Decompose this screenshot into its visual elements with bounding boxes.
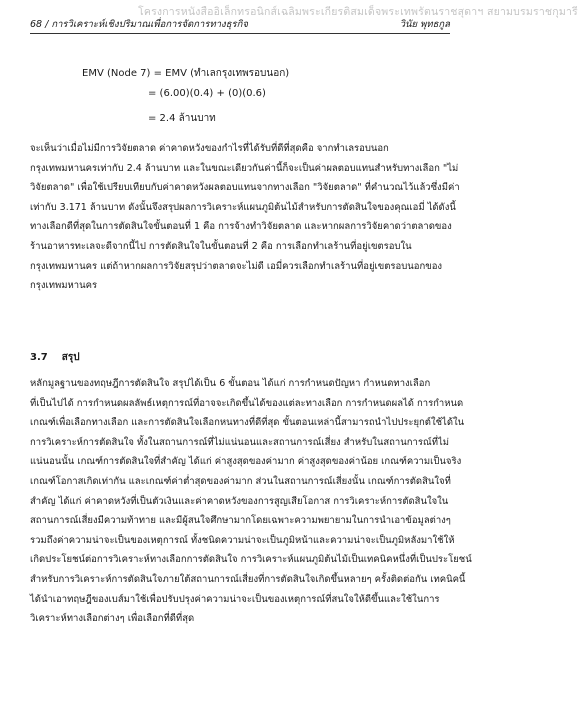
paragraph-line: ทางเลือกดีที่สุดในการตัดสินใจขั้นตอนที่ 1 คือ การจ้างทำวิจัยตลาด และหากผลการวิจัยคาดว่าตลาดของ bbox=[30, 221, 452, 233]
paragraph-line: จะเห็นว่าเมื่อไม่มีการวิจัยตลาด ค่าคาดหวังของกำไรที่ได้รับที่ดีที่สุดคือ จากทำเลรอบนอก bbox=[30, 143, 389, 154]
paragraph-line: รวมถึงค่าความน่าจะเป็นของเหตุการณ์ ทั้งชนิดความน่าจะเป็นภูมิหน้าและความน่าจะเป็นภูมิหลังมาใช้ให้ bbox=[30, 534, 455, 546]
equation-line-2: = (6.00)(0.4) + (0)(0.6) bbox=[148, 88, 266, 99]
paragraph-line: เกณฑ์เพื่อเลือกทางเลือก และการตัดสินใจเลือกหนทางที่ดีที่สุด ขั้นตอนเหล่านี้สามารถนำไปประยุกต์ใช้ได้ใน bbox=[30, 417, 465, 429]
paragraph-line: แน่นอนนั้น เกณฑ์การตัดสินใจที่สำคัญ ได้แก่ ค่าสูงสุดของค่ามาก ค่าสูงสุดของค่าน้อย เกณฑ์ความเป็นจริง bbox=[30, 456, 462, 468]
paragraph-line: สถานการณ์เสี่ยงมีความท้าทาย และมีผู้สนใจศึกษามากโดยเฉพาะความพยายามในการนำเอาข้อมูลต่างๆ bbox=[30, 515, 451, 527]
paragraph-line: วิเคราะห์ทางเลือกต่างๆ เพื่อเลือกที่ดีที่สุด bbox=[30, 613, 195, 625]
paragraph-line: ได้นำเอาทฤษฎีของเบส์มาใช้เพื่อปรับปรุงค่าความน่าจะเป็นของเหตุการณ์ที่สนใจให้ดีขึ้นและใช้ในการ bbox=[30, 593, 440, 605]
paragraph-line: ร้านอาหารทะเลจะดีจากนี้ไป การตัดสินใจในขั้นตอนที่ 2 คือ การเลือกทำเลร้านที่อยู่เขตรอบใน bbox=[30, 240, 412, 252]
paragraph-line: กรุงเทพมหานครเท่ากับ 2.4 ล้านบาท และในขณะเดียวกันค่านี้ก็จะเป็นค่าผลตอบแทนสำหรับทางเลือก "ไม่ bbox=[30, 162, 459, 174]
paragraph-line: กรุงเทพมหานคร bbox=[30, 280, 98, 292]
paragraph-line: เกณฑ์โอกาสเกิดเท่ากัน และเกณฑ์ค่าต่ำสุดของค่ามาก ส่วนในสถานการณ์เสี่ยงนั้น เกณฑ์การตัดสินใจที่ bbox=[30, 475, 451, 487]
paragraph-line: กรุงเทพมหานคร แต่ถ้าหากผลการวิจัยสรุปว่าตลาดจะไม่ดี เอมี่ควรเลือกทำเลร้านที่อยู่เขตรอบนอกของ bbox=[30, 260, 443, 272]
header-author: วินัย พุทธกูล bbox=[399, 19, 450, 30]
section-number: 3.7 bbox=[30, 352, 48, 363]
header-page-title: 68 / การวิเคราะห์เชิงปริมาณเพื่อการจัดการทางธุรกิจ bbox=[30, 19, 248, 30]
paragraph-line: เกิดประโยชน์ต่อการวิเคราะห์ทางเลือกการตัดสินใจ การวิเคราะห์แผนภูมิต้นไม้เป็นเทคนิคหนึ่งที่เป็นประโยชน์ bbox=[30, 554, 472, 566]
paragraph-line: สำคัญ ได้แก่ ค่าคาดหวังที่เป็นตัวเงินและค่าคาดหวังของการสูญเสียโอกาส การวิเคราะห์การตัดสินใจใน bbox=[30, 495, 449, 507]
paragraph-line: วิจัยตลาด" เพื่อใช้เปรียบเทียบกับค่าคาดหวังผลตอบแทนจากทางเลือก "วิจัยตลาด" ที่คำนวณไว้แล้วซึ่งมีค่า bbox=[30, 182, 460, 194]
section-heading bbox=[30, 350, 80, 365]
equation-line-1: EMV (Node 7) = EMV (ทำเลกรุงเทพรอบนอก) bbox=[82, 68, 290, 79]
page-header bbox=[30, 17, 450, 33]
paragraph-summary bbox=[30, 374, 472, 629]
paragraph-line: สำหรับการวิเคราะห์การตัดสินใจภายใต้สถานการณ์เสี่ยงที่การตัดสินใจเกิดขึ้นหลายๆ ครั้งติดต่อกัน เทคนิคนี้ bbox=[30, 573, 466, 585]
paragraph-line: หลักมูลฐานของทฤษฎีการตัดสินใจ สรุปได้เป็น 6 ขั้นตอน ได้แก่ การกำหนดปัญหา กำหนดทางเลือก bbox=[30, 378, 431, 389]
paragraph-line: เท่ากับ 3.171 ล้านบาท ดังนั้นจึงสรุปผลการวิเคราะห์แผนภูมิต้นไม้สำหรับการตัดสินใจของคุณเอมี่ ได้ดังนี้ bbox=[30, 201, 456, 213]
paragraph-emv-conclusion bbox=[30, 139, 460, 296]
header-rule bbox=[30, 33, 450, 34]
section-title: สรุป bbox=[61, 352, 80, 363]
watermark-banner: โครงการหนังสืออิเล็กทรอนิกส์เฉลิมพระเกียรติสมเด็จพระเทพรัตนราชสุดาฯ สยามบรมราชกุมารี bbox=[138, 6, 578, 18]
equation-line-3: = 2.4 ล้านบาท bbox=[148, 113, 216, 124]
paragraph-line: ที่เป็นไปได้ การกำหนดผลลัพธ์เหตุการณ์ที่อาจจะเกิดขึ้นได้ของแต่ละทางเลือก การกำหนดผลได้ การกำหนด bbox=[30, 397, 464, 409]
paragraph-line: การวิเคราะห์การตัดสินใจ ทั้งในสถานการณ์ที่ไม่แน่นอนและสถานการณ์เสี่ยง สำหรับในสถานการณ์ที่ไม่ bbox=[30, 436, 450, 448]
